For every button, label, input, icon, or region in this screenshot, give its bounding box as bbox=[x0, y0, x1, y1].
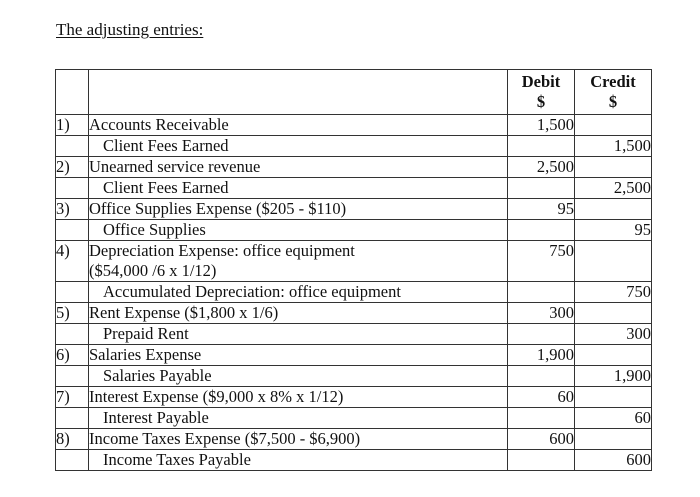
debit-account: Rent Expense ($1,800 x 1/6) bbox=[89, 303, 508, 324]
credit-amount-empty bbox=[575, 345, 652, 366]
debit-amount: 60 bbox=[508, 387, 575, 408]
credit-amount: 1,500 bbox=[575, 136, 652, 157]
entry-8-credit-row bbox=[56, 450, 652, 471]
debit-amount-empty bbox=[508, 408, 575, 429]
debit-amount-empty bbox=[508, 178, 575, 199]
header-debit-cell bbox=[508, 70, 575, 115]
credit-amount: 95 bbox=[575, 220, 652, 241]
entry-5-debit-row bbox=[56, 303, 652, 324]
entry-number-empty bbox=[56, 450, 89, 471]
debit-amount: 2,500 bbox=[508, 157, 575, 178]
entry-number: 4) bbox=[56, 241, 89, 282]
debit-amount: 600 bbox=[508, 429, 575, 450]
table-header-row bbox=[56, 70, 652, 115]
header-number-cell bbox=[56, 70, 89, 115]
debit-amount-empty bbox=[508, 282, 575, 303]
debit-account: Office Supplies Expense ($205 - $110) bbox=[89, 199, 508, 220]
credit-amount: 300 bbox=[575, 324, 652, 345]
credit-amount: 750 bbox=[575, 282, 652, 303]
debit-amount: 95 bbox=[508, 199, 575, 220]
entry-number: 8) bbox=[56, 429, 89, 450]
credit-account: Office Supplies bbox=[89, 220, 508, 241]
credit-account: Prepaid Rent bbox=[89, 324, 508, 345]
credit-amount: 600 bbox=[575, 450, 652, 471]
debit-amount-empty bbox=[508, 324, 575, 345]
debit-amount: 1,500 bbox=[508, 115, 575, 136]
entry-number: 5) bbox=[56, 303, 89, 324]
entry-3-debit-row bbox=[56, 199, 652, 220]
debit-amount-empty bbox=[508, 136, 575, 157]
credit-amount: 2,500 bbox=[575, 178, 652, 199]
entry-number-empty bbox=[56, 282, 89, 303]
entry-8-debit-row bbox=[56, 429, 652, 450]
credit-account: Client Fees Earned bbox=[89, 136, 508, 157]
entry-6-debit-row bbox=[56, 345, 652, 366]
entry-number: 2) bbox=[56, 157, 89, 178]
entry-4-debit-row bbox=[56, 241, 652, 282]
credit-account: Salaries Payable bbox=[89, 366, 508, 387]
entry-4-credit-row bbox=[56, 282, 652, 303]
adjusting-entries-table bbox=[55, 69, 652, 471]
entry-number-empty bbox=[56, 366, 89, 387]
debit-account: Unearned service revenue bbox=[89, 157, 508, 178]
credit-account: Client Fees Earned bbox=[89, 178, 508, 199]
credit-account: Interest Payable bbox=[89, 408, 508, 429]
credit-amount-empty bbox=[575, 429, 652, 450]
debit-account-line2: ($54,000 /6 x 1/12) bbox=[89, 261, 217, 280]
entry-3-credit-row bbox=[56, 220, 652, 241]
entry-number: 7) bbox=[56, 387, 89, 408]
entry-number-empty bbox=[56, 220, 89, 241]
debit-account: Accounts Receivable bbox=[89, 115, 508, 136]
debit-amount-empty bbox=[508, 450, 575, 471]
entry-7-debit-row bbox=[56, 387, 652, 408]
entry-1-credit-row bbox=[56, 136, 652, 157]
debit-amount-empty bbox=[508, 220, 575, 241]
page-heading: The adjusting entries: bbox=[56, 20, 204, 39]
credit-amount-empty bbox=[575, 387, 652, 408]
entry-2-credit-row bbox=[56, 178, 652, 199]
debit-amount: 750 bbox=[508, 241, 575, 282]
debit-account: Interest Expense ($9,000 x 8% x 1/12) bbox=[89, 387, 508, 408]
debit-amount: 1,900 bbox=[508, 345, 575, 366]
entry-number: 1) bbox=[56, 115, 89, 136]
entry-2-debit-row bbox=[56, 157, 652, 178]
debit-column-label: Debit bbox=[521, 72, 561, 91]
debit-account bbox=[89, 241, 508, 282]
credit-account: Accumulated Depreciation: office equipment bbox=[89, 282, 508, 303]
debit-account: Income Taxes Expense ($7,500 - $6,900) bbox=[89, 429, 508, 450]
credit-account: Income Taxes Payable bbox=[89, 450, 508, 471]
debit-column-unit: $ bbox=[536, 92, 546, 111]
debit-account: Salaries Expense bbox=[89, 345, 508, 366]
entry-number: 6) bbox=[56, 345, 89, 366]
credit-column-unit: $ bbox=[608, 92, 618, 111]
credit-amount: 1,900 bbox=[575, 366, 652, 387]
entry-7-credit-row bbox=[56, 408, 652, 429]
debit-amount-empty bbox=[508, 366, 575, 387]
credit-column-label: Credit bbox=[590, 72, 636, 91]
entry-5-credit-row bbox=[56, 324, 652, 345]
debit-amount: 300 bbox=[508, 303, 575, 324]
header-account-cell bbox=[89, 70, 508, 115]
entry-number-empty bbox=[56, 324, 89, 345]
credit-amount-empty bbox=[575, 199, 652, 220]
debit-account-line1: Depreciation Expense: office equipment bbox=[89, 241, 355, 260]
credit-amount-empty bbox=[575, 303, 652, 324]
header-credit-cell bbox=[575, 70, 652, 115]
credit-amount: 60 bbox=[575, 408, 652, 429]
entry-number-empty bbox=[56, 408, 89, 429]
credit-amount-empty bbox=[575, 157, 652, 178]
credit-amount-empty bbox=[575, 115, 652, 136]
entry-number: 3) bbox=[56, 199, 89, 220]
entry-1-debit-row bbox=[56, 115, 652, 136]
credit-amount-empty bbox=[575, 241, 652, 282]
entry-number-empty bbox=[56, 178, 89, 199]
entry-6-credit-row bbox=[56, 366, 652, 387]
entry-number-empty bbox=[56, 136, 89, 157]
